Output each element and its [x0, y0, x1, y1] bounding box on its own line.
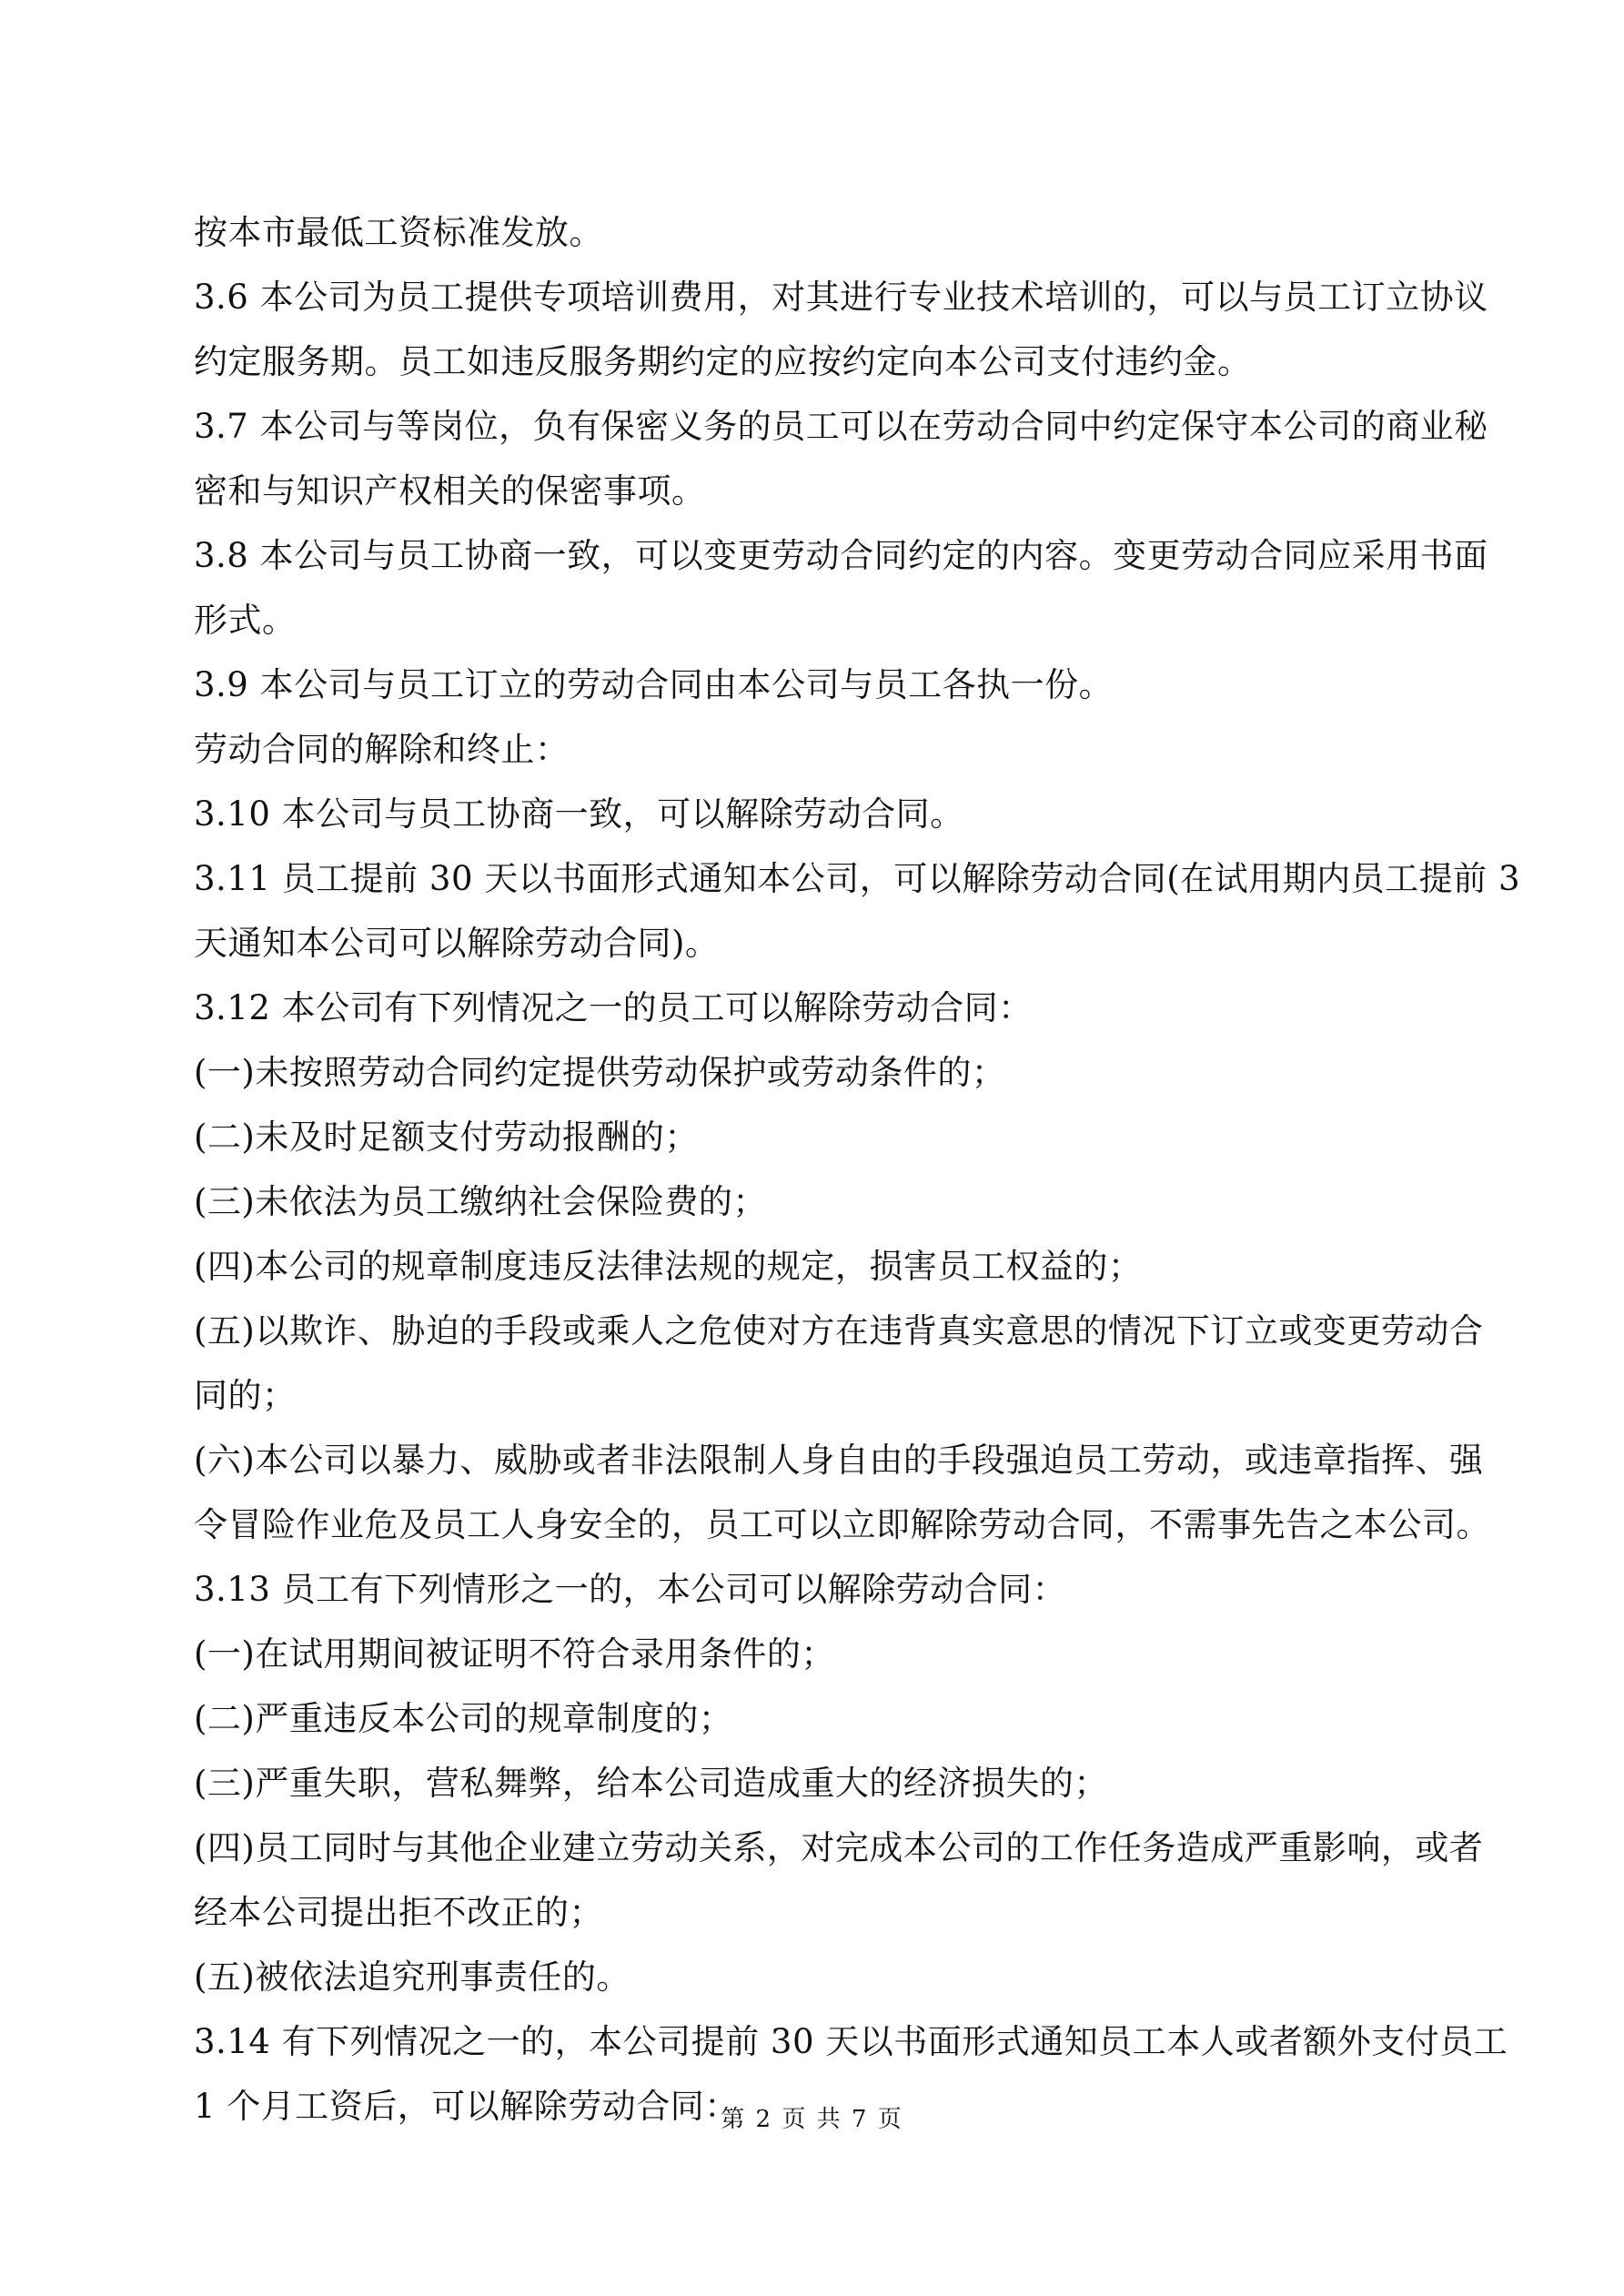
text-line: 经本公司提出拒不改正的；	[194, 1893, 603, 1932]
page-number-footer: 第 2 页 共 7 页	[721, 2106, 903, 2133]
text-line: 约定服务期。员工如违反服务期约定的应按约定向本公司支付违约金。	[194, 342, 1252, 381]
text-line: 密和与知识产权相关的保密事项。	[194, 471, 706, 511]
text-line: 3.7 本公司与等岗位，负有保密义务的员工可以在劳动合同中约定保守本公司的商业秘	[194, 407, 1488, 446]
list-item: (一)未按照劳动合同约定提供劳动保护或劳动条件的；	[194, 1053, 1006, 1092]
text-line: 3.13 员工有下列情形之一的，本公司可以解除劳动合同：	[194, 1570, 1067, 1609]
list-item: (三)严重失职，营私舞弊，给本公司造成重大的经济损失的；	[194, 1764, 1108, 1803]
list-item: (一)在试用期间被证明不符合录用条件的；	[194, 1634, 835, 1674]
section-heading: 劳动合同的解除和终止：	[194, 730, 570, 769]
text-line: 3.14 有下列情况之一的，本公司提前 30 天以书面形式通知员工本人或者额外支付员工	[194, 2022, 1508, 2061]
text-line: 3.8 本公司与员工协商一致，可以变更劳动合同约定的内容。变更劳动合同应采用书面	[194, 536, 1488, 575]
document-body	[194, 200, 1520, 2139]
text-line: 3.9 本公司与员工订立的劳动合同由本公司与员工各执一份。	[194, 665, 1114, 704]
text-line: 同的；	[194, 1376, 297, 1415]
list-item: (五)以欺诈、胁迫的手段或乘人之危使对方在违背真实意思的情况下订立或变更劳动合	[194, 1311, 1484, 1350]
list-item: (三)未依法为员工缴纳社会保险费的；	[194, 1182, 767, 1221]
text-line: 3.6 本公司为员工提供专项培训费用，对其进行专业技术培训的，可以与员工订立协议	[194, 278, 1488, 317]
list-item: (六)本公司以暴力、威胁或者非法限制人身自由的手段强迫员工劳动，或违章指挥、强	[194, 1441, 1484, 1480]
text-line: 1 个月工资后，可以解除劳动合同：	[194, 2087, 739, 2126]
text-line: 3.10 本公司与员工协商一致，可以解除劳动合同。	[194, 794, 964, 834]
list-item: (四)本公司的规章制度违反法律法规的规定，损害员工权益的；	[194, 1247, 1143, 1286]
text-line: 天通知本公司可以解除劳动合同)。	[194, 924, 720, 963]
text-line: 令冒险作业危及员工人身安全的，员工可以立即解除劳动合同，不需事先告之本公司。	[194, 1505, 1490, 1544]
text-line: 3.12 本公司有下列情况之一的员工可以解除劳动合同：	[194, 988, 1033, 1027]
text-line: 3.11 员工提前 30 天以书面形式通知本公司，可以解除劳动合同(在试用期内员工提前 3	[194, 859, 1520, 898]
list-item: (二)未及时足额支付劳动报酬的；	[194, 1118, 699, 1157]
list-item: (二)严重违反本公司的规章制度的；	[194, 1699, 733, 1738]
text-line: 按本市最低工资标准发放。	[194, 213, 603, 252]
list-item: (五)被依法追究刑事责任的。	[194, 1957, 630, 1997]
text-line: 形式。	[194, 601, 297, 640]
list-item: (四)员工同时与其他企业建立劳动关系，对完成本公司的工作任务造成严重影响，或者	[194, 1828, 1484, 1867]
